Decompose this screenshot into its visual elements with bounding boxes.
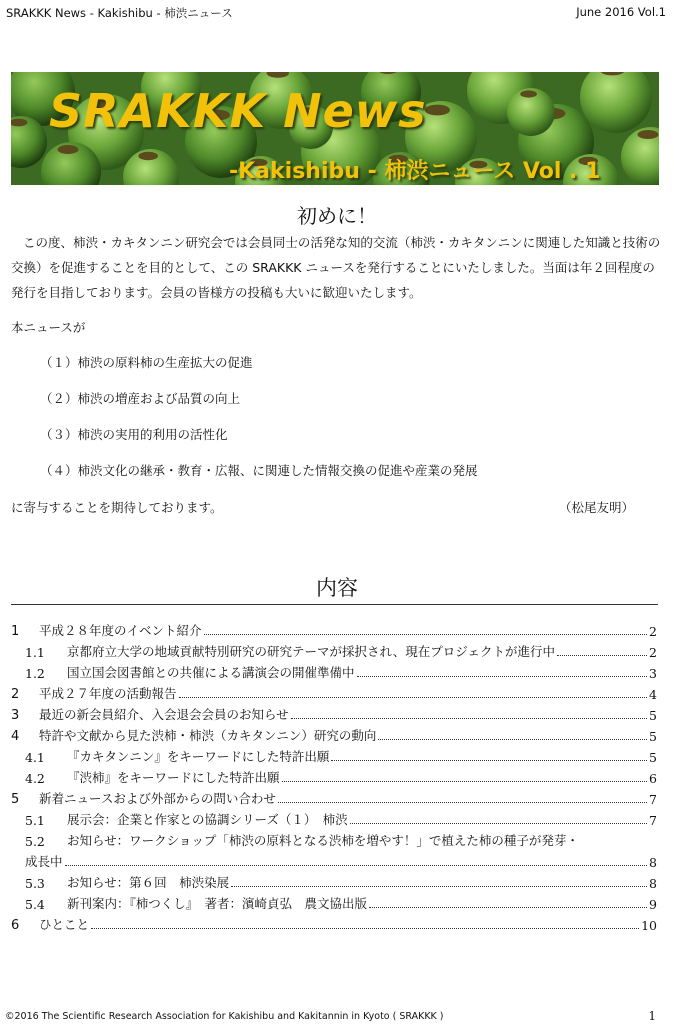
toc-entry-title: 国立国会図書館との共催による講演会の開催準備中	[67, 665, 355, 680]
toc-entry-number: 1	[11, 624, 20, 639]
toc-entry-page: 6	[649, 771, 657, 786]
toc-leader-dots	[291, 718, 647, 719]
toc-entry[interactable]	[11, 681, 657, 702]
toc-entry-number: 4	[11, 729, 20, 744]
toc-entry-number: 4.1	[25, 750, 45, 765]
toc-entry-title: 京都府立大学の地域貢献特別研究の研究テーマが採択され、現在プロジェクトが進行中	[67, 644, 556, 659]
goals-closing: に寄与することを期待しております。	[11, 500, 223, 515]
intro-heading: 初めに！	[297, 204, 377, 228]
toc-leader-dots	[357, 676, 648, 677]
toc-entry[interactable]	[11, 744, 657, 765]
author-name: （松尾友明）	[558, 500, 634, 515]
toc-divider	[11, 604, 658, 605]
toc-entry-page: 5	[649, 750, 657, 765]
toc-leader-dots	[231, 886, 647, 887]
toc-entry-number: 4.2	[25, 771, 45, 786]
goals-lead: 本ニュースが	[11, 320, 86, 335]
persimmon-calyx	[138, 152, 158, 160]
toc-entry-page: 5	[649, 708, 657, 723]
toc-heading: 内容	[316, 576, 358, 600]
toc-entry[interactable]	[11, 807, 657, 828]
toc-leader-dots	[350, 823, 647, 824]
toc-entry-title: 平成２８年度のイベント紹介	[39, 623, 202, 638]
toc-entry-page: 3	[649, 666, 657, 681]
running-header-title: SRAKKK News - Kakishibu - 柿渋ニュース	[6, 6, 233, 20]
toc-entry[interactable]	[11, 723, 657, 744]
toc-entry-page: 9	[649, 897, 657, 912]
table-of-contents	[11, 618, 657, 933]
toc-entry-number: 3	[11, 708, 20, 723]
toc-entry-page: 8	[649, 876, 657, 891]
toc-leader-dots	[65, 865, 648, 866]
toc-leader-dots	[282, 781, 648, 782]
toc-entry-page: 4	[649, 687, 657, 702]
toc-entry-number: 2	[11, 687, 20, 702]
toc-entry-page: 5	[649, 729, 657, 744]
toc-entry-number: 5	[11, 792, 20, 807]
toc-entry-page: 10	[641, 918, 657, 933]
toc-entry[interactable]	[11, 870, 657, 891]
toc-entry-page: 2	[649, 645, 657, 660]
masthead-title: SRAKKK News	[49, 84, 427, 138]
toc-leader-dots	[91, 928, 639, 929]
toc-leader-dots	[378, 739, 647, 740]
toc-entry-number: 5.1	[25, 813, 45, 828]
persimmon-calyx	[58, 145, 79, 154]
toc-leader-dots	[278, 802, 647, 803]
toc-leader-dots	[557, 655, 647, 656]
intro-paragraph	[11, 230, 661, 305]
toc-entry[interactable]	[11, 639, 657, 660]
toc-entry[interactable]	[11, 702, 657, 723]
toc-entry-title-continued: 成長中	[25, 854, 63, 869]
toc-entry-title: 特許や文献から見た渋柿・柿渋（カキタンニン）研究の動向	[39, 728, 377, 743]
toc-entry-title: お知らせ：第６回 柿渋染展	[67, 875, 230, 890]
masthead-subtitle: -Kakishibu - 柿渋ニュース Vol . 1	[229, 159, 601, 184]
toc-leader-dots	[369, 907, 647, 908]
toc-entry-page: 7	[649, 792, 657, 807]
toc-entry-title: 『カキタンニン』をキーワードにした特許出願	[67, 749, 330, 764]
toc-entry-title: 新着ニュースおよび外部からの問い合わせ	[39, 791, 276, 806]
toc-entry-page: 8	[649, 855, 657, 870]
toc-entry-page: 2	[649, 624, 657, 639]
masthead-banner	[11, 72, 659, 185]
toc-entry-title: 『渋柿』をキーワードにした特許出願	[67, 770, 280, 785]
toc-entry[interactable]	[11, 660, 657, 681]
toc-leader-dots	[179, 697, 648, 698]
toc-leader-dots	[204, 634, 648, 635]
toc-entry-title: 最近の新会員紹介、入会退会会員のお知らせ	[39, 707, 289, 722]
toc-entry[interactable]	[11, 618, 657, 639]
toc-entry-title: お知らせ：ワークショップ「柿渋の原料となる渋柿を増やす！」で植えた柿の種子が発芽・	[67, 833, 579, 848]
toc-entry[interactable]	[11, 786, 657, 807]
goal-item: （１）柿渋の原料柿の生産拡大の促進	[40, 355, 253, 370]
toc-entry-number: 5.2	[25, 834, 45, 849]
footer-copyright: ©2016 The Scientific Research Association for Kakishibu and Kakitannin in Kyoto ( SRAKKK )	[5, 1011, 444, 1022]
toc-entry-number: 5.3	[25, 876, 45, 891]
toc-entry-title: ひとこと	[39, 917, 90, 932]
toc-entry-number: 5.4	[25, 897, 45, 912]
toc-entry-page: 7	[649, 813, 657, 828]
toc-entry-title: 平成２７年度の活動報告	[39, 686, 177, 701]
goal-item: （２）柿渋の増産および品質の向上	[40, 391, 241, 406]
toc-entry-number: 1.2	[25, 666, 45, 681]
goal-item: （４）柿渋文化の継承・教育・広報、に関連した情報交換の促進や産業の発展	[40, 463, 478, 478]
toc-leader-dots	[331, 760, 647, 761]
goal-item: （３）柿渋の実用的利用の活性化	[40, 427, 228, 442]
intro-text: この度、柿渋・カキタンニン研究会では会員同士の活発な知的交流（柿渋・カキタンニンに関連した知識と技術の交換）を促進することを目的として、この SRAKKK ニュースを発行することにいたしました。当面は年２回程度の発行を目指しております。会員の皆様方の投稿も大いに歓迎いたします。	[11, 235, 661, 300]
page-number: 1	[648, 1009, 656, 1023]
toc-entry[interactable]	[11, 765, 657, 786]
running-header-issue: June 2016 Vol.1	[576, 5, 666, 19]
persimmon-calyx	[425, 105, 450, 116]
persimmon-calyx	[638, 130, 659, 139]
toc-entry-title: 新刊案内：『柿つくし』 著者：濱崎貞弘 農文協出版	[67, 896, 368, 911]
toc-entry-number: 6	[11, 918, 20, 933]
toc-entry-number: 1.1	[25, 645, 45, 660]
toc-entry[interactable]	[11, 891, 657, 912]
persimmon-calyx	[520, 90, 537, 97]
toc-entry[interactable]	[11, 912, 657, 933]
toc-entry-title: 展示会：企業と作家との協調シリーズ（１） 柿渋	[67, 812, 348, 827]
toc-entry[interactable]	[11, 828, 657, 870]
